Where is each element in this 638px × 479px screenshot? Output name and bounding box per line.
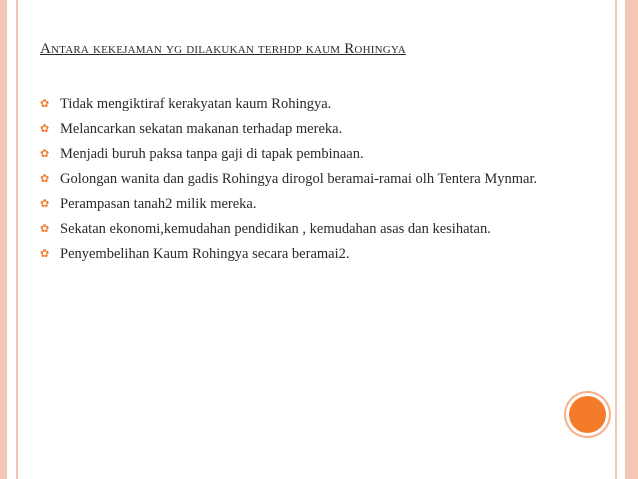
- left-border-rule: [16, 0, 18, 479]
- bullet-text: Melancarkan sekatan makanan terhadap mereka.: [60, 121, 343, 137]
- bullet-text: Penyembelihan Kaum Rohingya secara beramai2.: [60, 246, 350, 262]
- bullet-list: [40, 95, 600, 270]
- flower-bullet-icon: ✿: [40, 97, 50, 110]
- bullet-text: Perampasan tanah2 milik mereka.: [60, 196, 257, 212]
- flower-bullet-icon: ✿: [40, 147, 50, 160]
- bullet-text: Golongan wanita dan gadis Rohingya dirogol beramai-ramai olh Tentera Mynmar.: [60, 171, 538, 187]
- flower-bullet-icon: ✿: [40, 222, 50, 235]
- list-item: [40, 195, 600, 213]
- list-item: [40, 145, 600, 163]
- left-border-bar: [0, 0, 7, 479]
- right-border-bar: [625, 0, 638, 479]
- list-item: [40, 220, 600, 238]
- slide-title: Antara kekejaman yg dilakukan terhdp kaum Rohingya: [40, 41, 406, 57]
- flower-bullet-icon: ✿: [40, 172, 50, 185]
- list-item: [40, 95, 600, 113]
- orange-circle-decoration: [569, 396, 606, 433]
- list-item: [40, 120, 600, 138]
- bullet-text: Tidak mengiktiraf kerakyatan kaum Rohingya.: [60, 96, 332, 112]
- flower-bullet-icon: ✿: [40, 197, 50, 210]
- right-border-rule: [615, 0, 617, 479]
- bullet-text: Sekatan ekonomi,kemudahan pendidikan , kemudahan asas dan kesihatan.: [60, 221, 491, 237]
- list-item: [40, 170, 600, 188]
- flower-bullet-icon: ✿: [40, 122, 50, 135]
- flower-bullet-icon: ✿: [40, 247, 50, 260]
- bullet-text: Menjadi buruh paksa tanpa gaji di tapak pembinaan.: [60, 146, 364, 162]
- list-item: [40, 245, 600, 263]
